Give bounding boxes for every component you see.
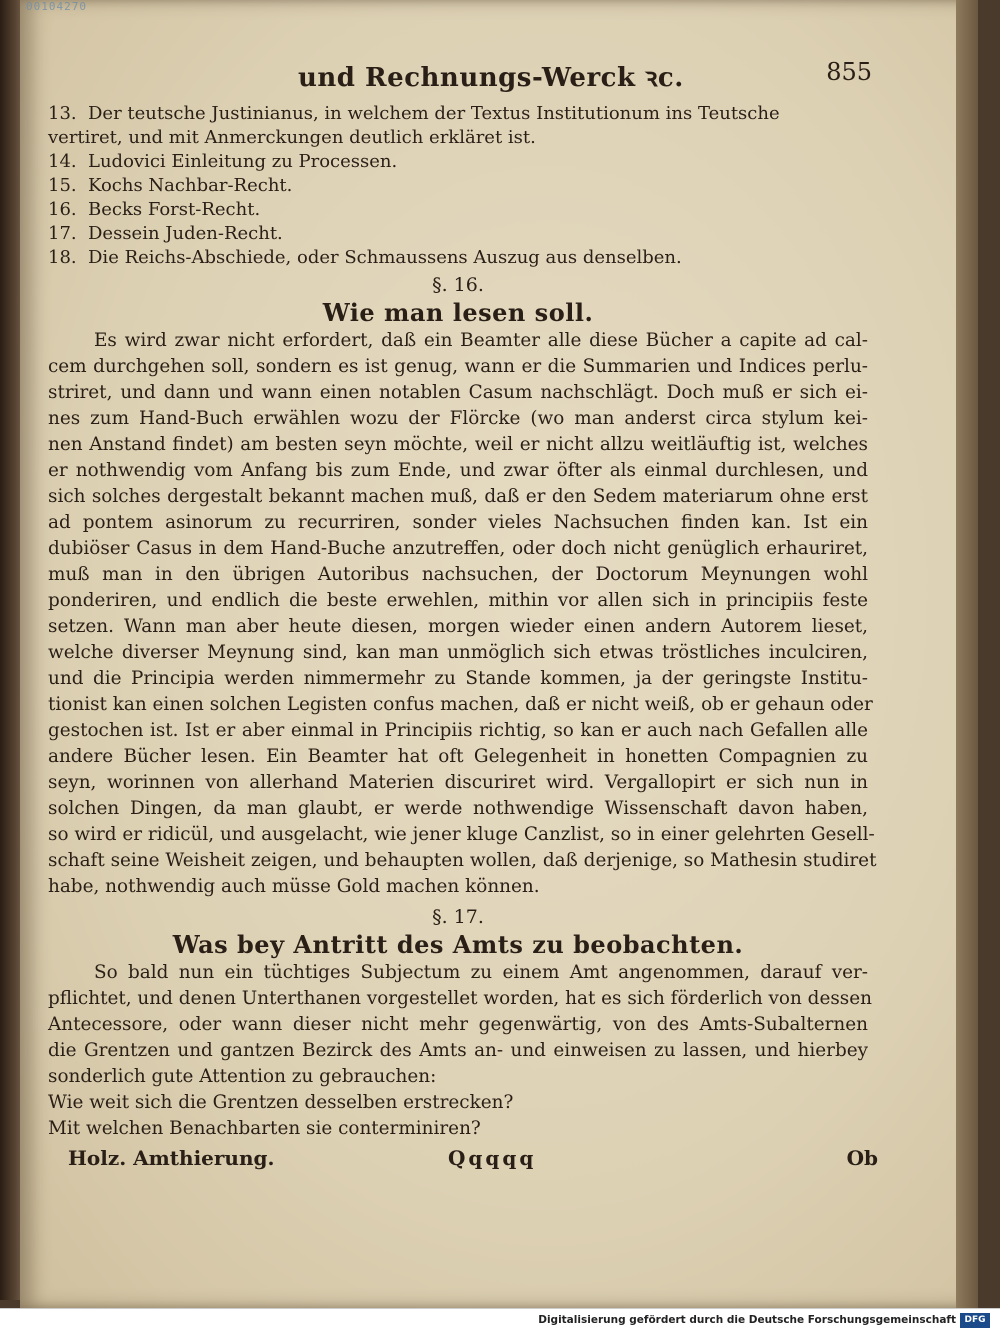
dfg-credit-text: Digitalisierung gefördert durch die Deutsche Forschungsgemeinschaft [538, 1314, 956, 1326]
text-line: andere Bücher lesen. Ein Beamter hat oft Gelegenheit in honetten Compagnien zu [48, 746, 868, 767]
text-line: schaft seine Weisheit zeigen, und behaupten wollen, daß derjenige, so Mathesin studiret [48, 850, 877, 871]
text-line: gestochen ist. Ist er aber einmal in Principiis richtig, so kan er auch nach Gefallen alle [48, 720, 868, 741]
scan-id-label: 00104270 [26, 0, 87, 13]
book-page [20, 0, 978, 1308]
text-line: Es wird zwar nicht erfordert, daß ein Beamter alle diese Bücher a capite ad cal- [94, 330, 868, 351]
text-line: seyn, worinnen von allerhand Materien discuriret wird. Vergallopirt er sich nun in [48, 772, 868, 793]
list-item: 17. Dessein Juden-Recht. [48, 223, 283, 244]
list-item: 18. Die Reichs-Abschiede, oder Schmaussens Auszug aus denselben. [48, 247, 682, 268]
page-number: 855 [826, 58, 872, 86]
text-line: nes zum Hand-Buch erwählen wozu der Flörcke (wo man anderst circa stylum kei- [48, 408, 868, 429]
dfg-logo-icon: DFG [960, 1313, 990, 1328]
text-line: striret, und dann und wann einen notablen Casum nachschlägt. Doch muß er sich ei- [48, 382, 868, 403]
footer-title: Holz. Amthierung. [68, 1146, 275, 1170]
page-footer [48, 1146, 878, 1178]
section-number: §. 17. [432, 906, 484, 928]
list-item: vertiret, und mit Anmerckungen deutlich erkläret ist. [48, 127, 536, 148]
list-item: 16. Becks Forst-Recht. [48, 199, 261, 220]
section-heading: Wie man lesen soll. [322, 298, 594, 327]
text-line: so wird er ridicül, und ausgelacht, wie jener kluge Canzlist, so in einer gelehrten Gesell- [48, 824, 875, 845]
text-line: setzen. Wann man aber heute diesen, morgen wieder einen andern Autorem lieset, [48, 616, 868, 637]
text-line: So bald nun ein tüchtiges Subjectum zu einem Amt angenommen, darauf ver- [94, 962, 868, 983]
signature-mark: Qqqqq [448, 1146, 537, 1170]
list-item: 15. Kochs Nachbar-Recht. [48, 175, 293, 196]
text-line: er nothwendig vom Anfang bis zum Ende, und zwar öfter als einmal durchlesen, und [48, 460, 868, 481]
text-line: sich solches dergestalt bekannt machen muß, daß er den Sedem materiarum ohne erst [48, 486, 868, 507]
text-line: ad pontem asinorum zu recurriren, sonder vieles Nachsuchen finden kan. Ist ein [48, 512, 868, 533]
section-number: §. 16. [432, 274, 484, 296]
book-list [48, 102, 868, 270]
running-head [48, 58, 872, 102]
text-line: nen Anstand findet) am besten seyn möchte, weil er nicht allzu weitläuftig ist, welches [48, 434, 868, 455]
section-body [48, 328, 877, 900]
text-line: welche diverser Meynung sind, kan man unmöglich sich etwas tröstliches inculciren, [48, 642, 868, 663]
text-line: Antecessore, oder wann dieser nicht mehr gegenwärtig, von des Amts-Subalternen [48, 1014, 868, 1035]
list-item: 13. Der teutsche Justinianus, in welchem der Textus Institutionum ins Teutsche [48, 103, 780, 124]
text-line: cem durchgehen soll, sondern es ist genug, wann er die Summarien und Indices perlu- [48, 356, 868, 377]
list-item: 14. Ludovici Einleitung zu Processen. [48, 151, 398, 172]
text-line: ponderiren, und endlich die beste erwehlen, mithin vor allen sich in principiis feste [48, 590, 868, 611]
page-edge [956, 0, 978, 1308]
question-line: Wie weit sich die Grentzen desselben erstrecken? [48, 1092, 514, 1113]
text-line: solchen Dingen, da man glaubt, er werde nothwendige Wissenschaft davon haben, [48, 798, 868, 819]
text-line: pflichtet, und denen Unterthanen vorgestellet worden, hat es sich förderlich von dessen [48, 988, 872, 1009]
running-title: und Rechnungs-Werck ꝛc. [298, 63, 684, 93]
text-line: tionist kan einen solchen Legisten confus machen, daß er nicht weiß, ob er gehaun oder [48, 694, 873, 715]
page-content [48, 58, 878, 1178]
text-line: die Grentzen und gantzen Bezirck des Amts an- und einweisen zu lassen, und hierbey [48, 1040, 868, 1061]
text-line: habe, nothwendig auch müsse Gold machen können. [48, 876, 540, 897]
dfg-banner [0, 1308, 1000, 1333]
text-line: sonderlich gute Attention zu gebrauchen: [48, 1066, 437, 1087]
question-list [48, 1090, 868, 1142]
text-line: muß man in den übrigen Autoribus nachsuchen, der Doctorum Meynungen wohl [48, 564, 868, 585]
text-line: dubiöser Casus in dem Hand-Buche anzutreffen, oder doch nicht genüglich erhauriret, [48, 538, 868, 559]
section-body [48, 960, 872, 1090]
text-line: und die Principia werden nimmermehr zu Stande kommen, ja der geringste Institu- [48, 668, 868, 689]
catchword: Ob [846, 1146, 878, 1170]
question-line: Mit welchen Benachbarten sie conterminiren? [48, 1118, 481, 1139]
section-heading: Was bey Antritt des Amts zu beobachten. [172, 930, 744, 959]
